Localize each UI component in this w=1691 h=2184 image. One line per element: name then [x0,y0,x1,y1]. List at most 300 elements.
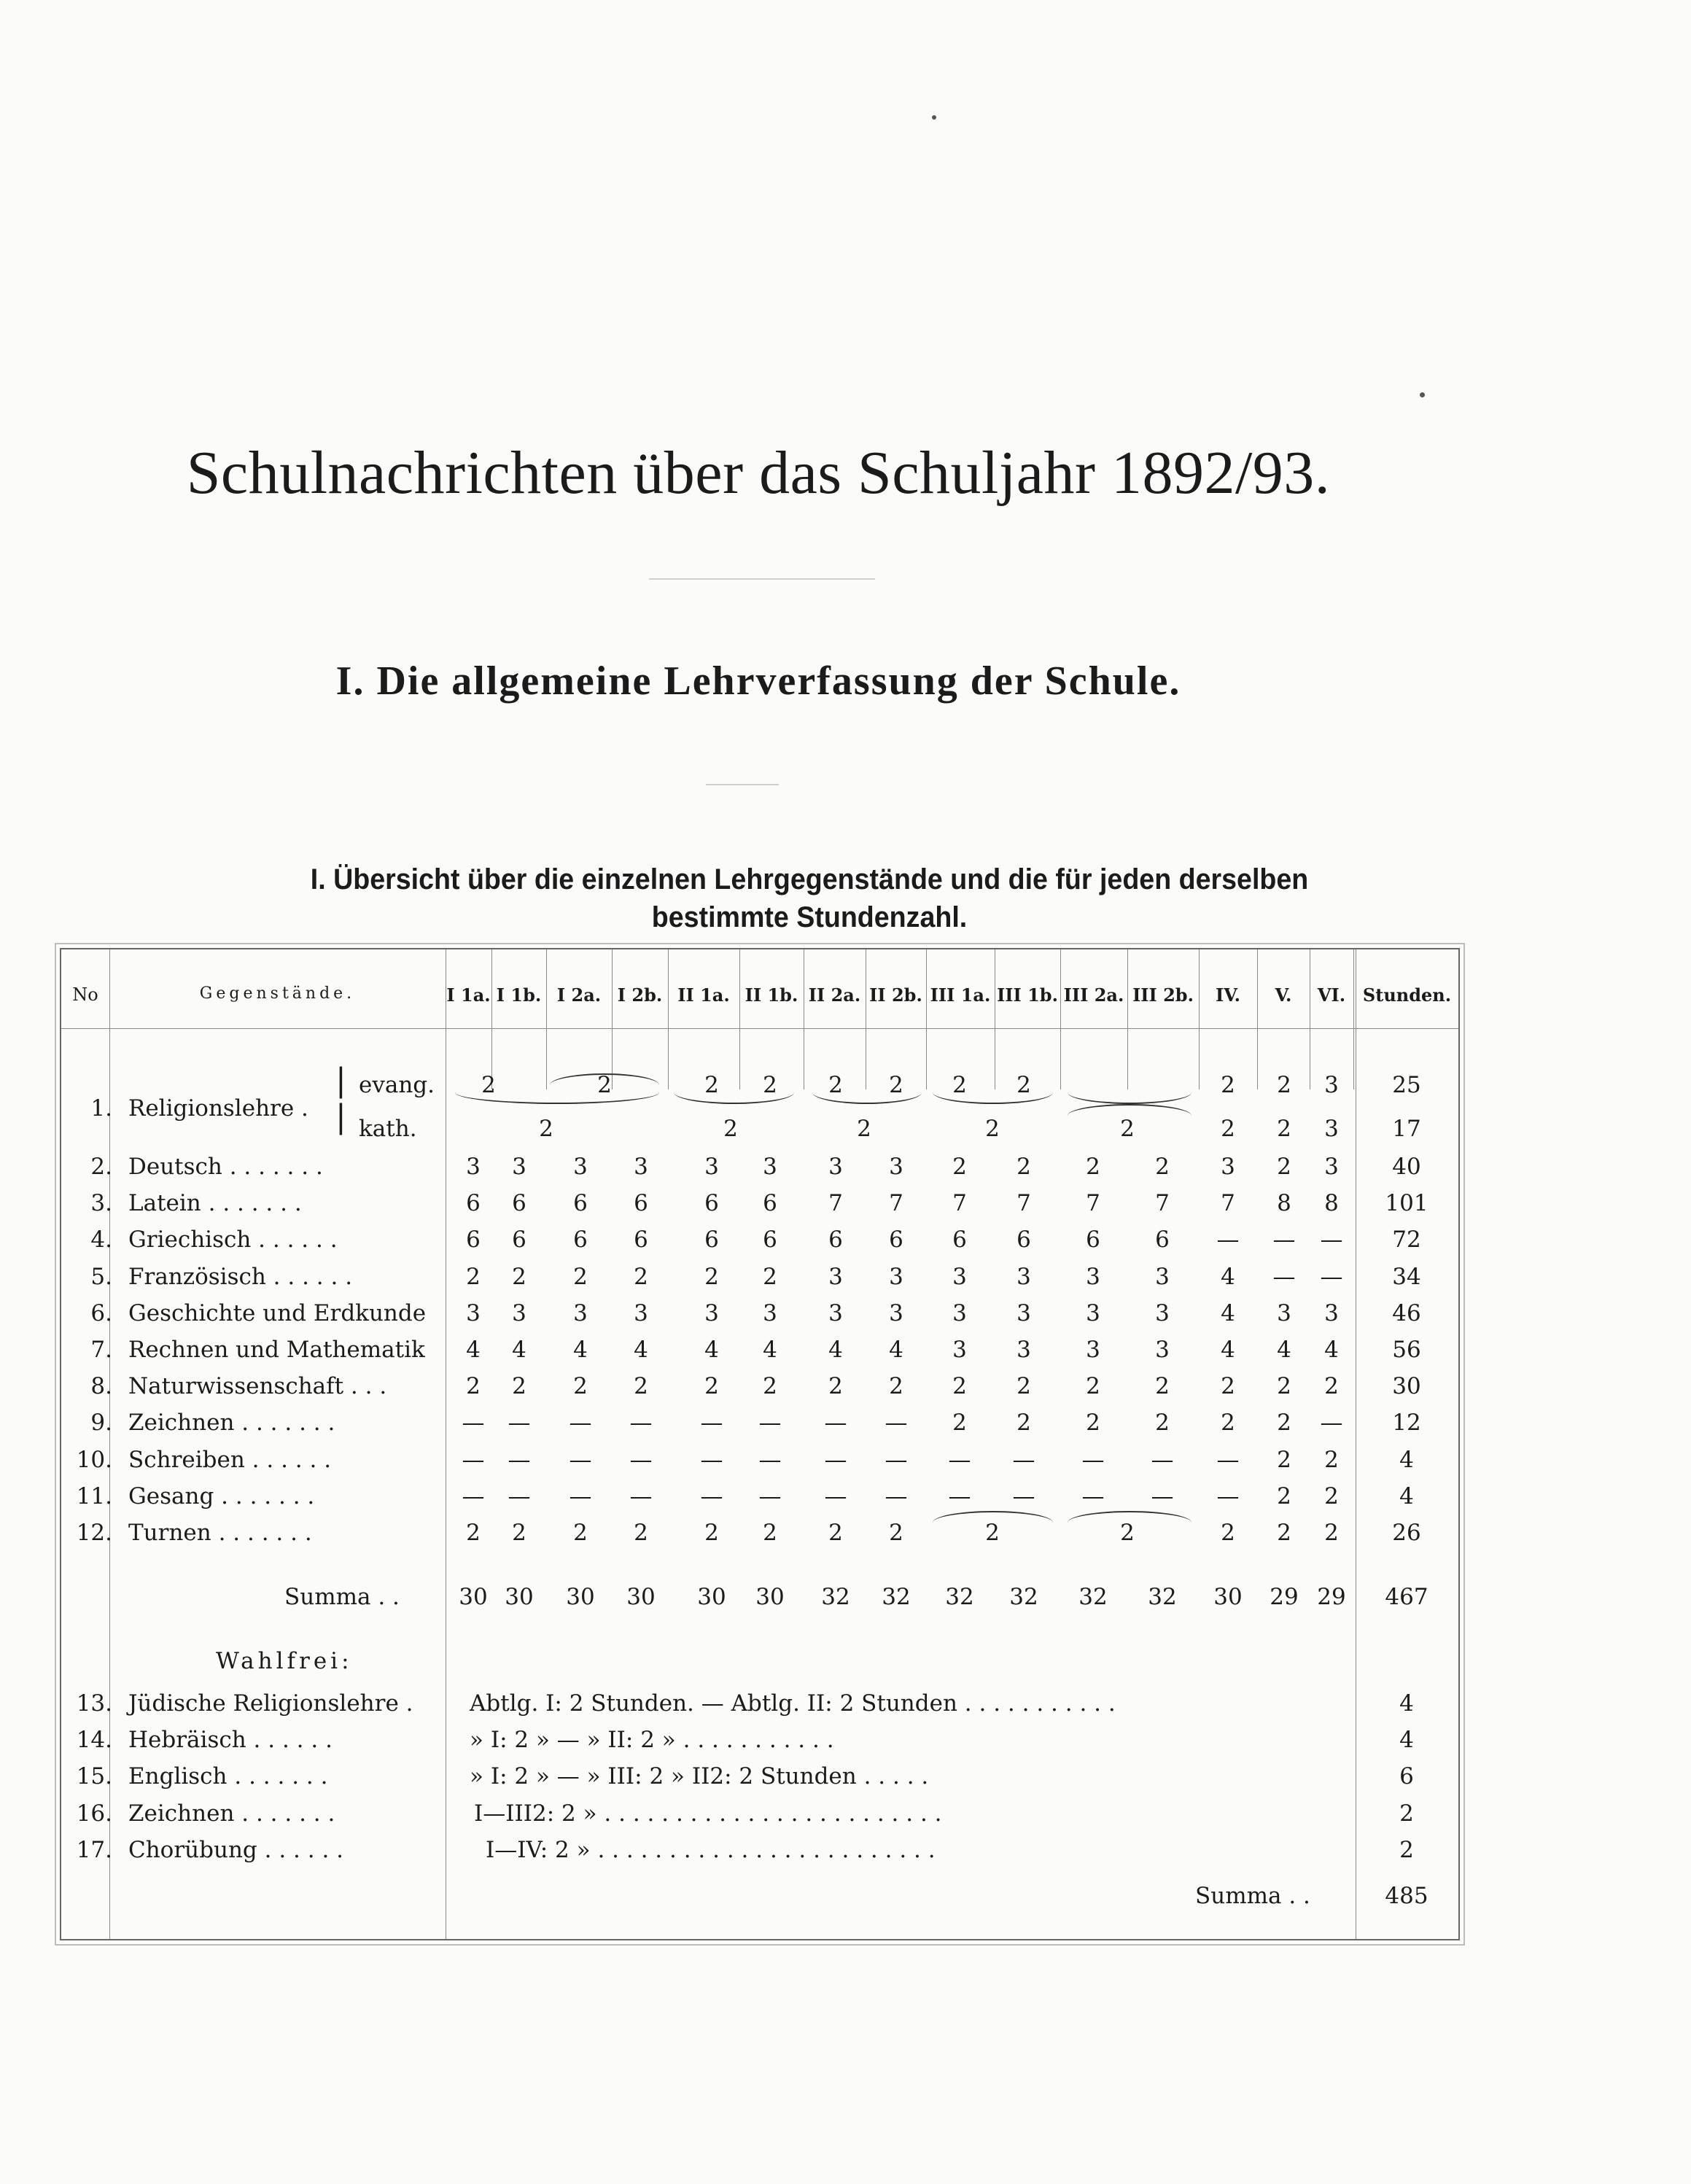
cell-value: — [885,1446,908,1473]
cell-value: 2 [1221,1410,1235,1437]
cell-value: 3 [1016,1299,1031,1326]
evang-value: 2 [763,1072,777,1098]
row-total: 2 [1399,1800,1414,1827]
evang-value: 2 [481,1072,496,1098]
cell-value: 4 [634,1337,648,1363]
kath-value: 2 [1221,1116,1235,1142]
cell-value: 6 [763,1190,777,1217]
cell-value: 2 [889,1373,903,1400]
wahlfrei-text: » I: 2 » — » III: 2 » II2: 2 Stunden . . . . . [470,1763,929,1790]
turnen-value: 2 [634,1520,648,1546]
header-class: III 1a. [930,984,991,1006]
summa-value: 32 [1078,1584,1108,1610]
evang-value: 2 [704,1072,719,1098]
cell-value: 3 [1016,1263,1031,1290]
wahlfrei-text: I—IV: 2 » . . . . . . . . . . . . . . . . . . . . . . . . [486,1836,936,1863]
cell-value: 2 [634,1263,648,1290]
cell-value: — [885,1410,908,1437]
row-total: 72 [1392,1227,1421,1254]
cell-value: 4 [1324,1337,1339,1363]
column-rule [612,949,613,1089]
cell-value: — [1216,1482,1240,1509]
cell-value: 2 [512,1263,526,1290]
combine-brace [674,1092,794,1104]
cell-value: — [1151,1446,1174,1473]
cell-value: 3 [634,1154,648,1180]
column-rule [1127,949,1128,1089]
wahlfrei-text: I—III2: 2 » . . . . . . . . . . . . . . . . . . . . . . . . [474,1800,942,1827]
cell-value: — [1151,1482,1174,1509]
row-label: Hebräisch . . . . . . [128,1727,333,1754]
cell-value: — [948,1482,971,1509]
turnen-group-value: 2 [985,1520,1000,1546]
cell-value: — [824,1410,847,1437]
summa-value: 30 [505,1584,534,1610]
cell-value: 6 [1086,1227,1100,1254]
cell-value: 6 [889,1227,903,1254]
cell-value: 6 [1155,1227,1170,1254]
cell-value: 2 [1324,1373,1339,1400]
cell-value: 4 [1221,1263,1235,1290]
cell-value: 3 [512,1154,526,1180]
cell-value: 4 [704,1337,719,1363]
row-total: 6 [1399,1763,1414,1790]
turnen-value: 2 [1324,1520,1339,1546]
row-number: 2. [90,1154,112,1180]
cell-value: 2 [952,1154,967,1180]
row-label-turnen: Turnen . . . . . . . [128,1520,312,1546]
row-total: 4 [1399,1727,1414,1754]
turnen-value: 2 [1221,1520,1235,1546]
evang-total: 25 [1392,1072,1421,1098]
cell-value: 3 [1324,1299,1339,1326]
cell-value: 2 [1324,1446,1339,1473]
row-total: 12 [1392,1410,1421,1437]
cell-value: — [1320,1410,1343,1437]
cell-value: 6 [512,1227,526,1254]
cell-value: 2 [1155,1154,1170,1180]
row-number: 6. [90,1299,112,1326]
column-rule [1199,949,1200,1089]
evang-value: 2 [828,1072,843,1098]
cell-value: 2 [1016,1373,1031,1400]
kath-value: 2 [1277,1116,1291,1142]
cell-value: — [1272,1263,1296,1290]
cell-value: 4 [466,1337,481,1363]
summa-total: 467 [1385,1584,1428,1610]
cell-value: 3 [512,1299,526,1326]
page-title: Schulnachrichten über das Schuljahr 1892/93. [186,439,1331,507]
column-rule [739,949,740,1089]
cell-value: — [462,1446,485,1473]
kath-label: kath. [359,1116,417,1142]
row-label: Zeichnen . . . . . . . [128,1410,335,1437]
cell-value: — [1081,1482,1105,1509]
summa-value: 30 [1213,1584,1243,1610]
evang-value: 2 [1016,1072,1031,1098]
cell-value: — [569,1482,592,1509]
cell-value: — [1012,1482,1035,1509]
cell-value: — [508,1410,531,1437]
row-label: Deutsch . . . . . . . [128,1154,323,1180]
cell-value: 2 [828,1373,843,1400]
row-total: 30 [1392,1373,1421,1400]
row-label: Zeichnen . . . . . . . [128,1800,335,1827]
evang-value: 2 [1277,1072,1291,1098]
row-number: 15. [76,1763,112,1790]
evang-value: 2 [952,1072,967,1098]
kath-value: 2 [539,1116,553,1142]
table-caption [206,860,1412,936]
cell-value: 6 [466,1190,481,1217]
row-number: 16. [76,1800,112,1827]
cell-value: 8 [1277,1190,1291,1217]
kath-value: 2 [1120,1116,1135,1142]
cell-value: 6 [763,1227,777,1254]
caption-line-2: bestimmte Stundenzahl. [651,901,968,933]
cell-value: 3 [828,1263,843,1290]
cell-value: 2 [1277,1410,1291,1437]
cell-value: 6 [466,1227,481,1254]
cell-value: 3 [952,1299,967,1326]
header-class: VI. [1317,984,1346,1006]
header-class: V. [1275,984,1292,1006]
cell-value: 4 [1277,1337,1291,1363]
caption-line-1: I. Übersicht über die einzelnen Lehrgegenstände und die für jeden derselben [310,863,1309,895]
summa-value: 30 [697,1584,726,1610]
summa-value: 29 [1317,1584,1346,1610]
row-label: Geschichte und Erdkunde [128,1299,427,1326]
cell-value: 4 [1221,1299,1235,1326]
turnen-value: 2 [512,1520,526,1546]
row-number: 9. [90,1410,112,1437]
cell-value: 3 [952,1263,967,1290]
cell-value: 3 [1155,1337,1170,1363]
turnen-group-value: 2 [1120,1520,1135,1546]
cell-value: 2 [573,1263,588,1290]
print-speck [932,115,936,120]
cell-value: — [569,1446,592,1473]
cell-value: 2 [1324,1482,1339,1509]
row-label: Gesang . . . . . . . [128,1482,315,1509]
cell-value: 3 [1086,1337,1100,1363]
cell-value: 6 [573,1227,588,1254]
summa-value: 32 [945,1584,974,1610]
turnen-value: 2 [1277,1520,1291,1546]
header-rule [61,1028,1458,1029]
row-total: 34 [1392,1263,1421,1290]
cell-value: — [1216,1227,1240,1254]
cell-value: 2 [1086,1154,1100,1180]
cell-value: — [462,1482,485,1509]
header-total: Stunden. [1362,984,1452,1006]
wahlfrei-text: Abtlg. I: 2 Stunden. — Abtlg. II: 2 Stunden . . . . . . . . . . . [470,1690,1116,1717]
cell-value: 3 [828,1299,843,1326]
row-number: 3. [90,1190,112,1217]
combine-brace [812,1092,922,1104]
turnen-value: 2 [889,1520,903,1546]
summa-value: 32 [1009,1584,1038,1610]
column-rule [668,949,669,1089]
row-total: 4 [1399,1482,1414,1509]
cell-value: 3 [1324,1154,1339,1180]
cell-value: 4 [512,1337,526,1363]
cell-value: 2 [466,1263,481,1290]
cell-value: — [758,1482,782,1509]
section-heading: I. Die allgemeine Lehrverfassung der Schule. [335,658,1181,704]
cell-value: 3 [466,1299,481,1326]
turnen-total: 26 [1392,1520,1421,1546]
cell-value: — [758,1410,782,1437]
header-class: I 2b. [617,984,663,1006]
row-total: 40 [1392,1154,1421,1180]
cell-value: — [569,1410,592,1437]
cell-value: 2 [952,1373,967,1400]
header-no: No [72,984,98,1005]
row-label-religion: Religionslehre . [128,1095,308,1122]
row-total: 56 [1392,1337,1421,1363]
summa-value: 29 [1270,1584,1299,1610]
cell-value: 3 [1086,1263,1100,1290]
evang-label: evang. [359,1072,435,1098]
cell-value: 7 [828,1190,843,1217]
cell-value: 2 [1016,1154,1031,1180]
kath-value: 2 [985,1116,1000,1142]
row-label: Latein . . . . . . . [128,1190,302,1217]
cell-value: 2 [1086,1410,1100,1437]
row-total: 4 [1399,1690,1414,1717]
cell-value: 2 [1277,1154,1291,1180]
column-rule [1353,949,1354,1089]
summa-label: Summa . . [284,1584,400,1610]
cell-value: 2 [704,1373,719,1400]
cell-value: 3 [763,1299,777,1326]
lesson-hours-table [60,948,1460,1940]
cell-value: — [948,1446,971,1473]
column-rule [491,949,492,1089]
cell-value: 2 [1016,1410,1031,1437]
cell-value: 4 [763,1337,777,1363]
column-rule [926,949,927,1089]
header-class: II 2a. [808,984,861,1006]
cell-value: 6 [634,1227,648,1254]
cell-value: 3 [1086,1299,1100,1326]
title-divider [649,578,875,580]
cell-value: 3 [704,1154,719,1180]
row-label: Schreiben . . . . . . [128,1446,332,1473]
cell-value: 6 [573,1190,588,1217]
wahlfrei-text: » I: 2 » — » II: 2 » . . . . . . . . . . . [470,1727,834,1754]
header-subject: Gegenstände. [199,984,356,1003]
cell-value: — [824,1446,847,1473]
cell-value: 4 [828,1337,843,1363]
cell-value: — [1320,1263,1343,1290]
row-number: 4. [90,1227,112,1254]
wahlfrei-heading: Wahlfrei: [216,1648,353,1674]
cell-value: — [824,1482,847,1509]
evang-value: 2 [1221,1072,1235,1098]
bracket-glyph: | [335,1098,346,1135]
cell-value: — [885,1482,908,1509]
cell-value: — [1081,1446,1105,1473]
combine-brace [455,1092,659,1104]
row-label: Rechnen und Mathematik [128,1337,425,1363]
cell-value: 6 [952,1227,967,1254]
turnen-value: 2 [573,1520,588,1546]
header-class: I 1a. [446,984,491,1006]
row-number: 5. [90,1263,112,1290]
row-total: 46 [1392,1299,1421,1326]
cell-value: — [700,1482,723,1509]
row-label: Griechisch . . . . . . [128,1227,338,1254]
combine-brace [933,1092,1053,1104]
row-total: 4 [1399,1446,1414,1473]
cell-value: — [508,1446,531,1473]
cell-value: 7 [889,1190,903,1217]
header-class: I 2a. [556,984,602,1006]
cell-value: 2 [1277,1373,1291,1400]
cell-value: 3 [1221,1154,1235,1180]
turnen-value: 2 [763,1520,777,1546]
cell-value: 7 [952,1190,967,1217]
header-class: IV. [1215,984,1240,1006]
cell-value: 3 [634,1299,648,1326]
cell-value: 7 [1221,1190,1235,1217]
cell-value: — [1012,1446,1035,1473]
cell-value: 3 [573,1299,588,1326]
cell-value: 3 [1277,1299,1291,1326]
section-divider [706,784,779,785]
evang-value: 2 [889,1072,903,1098]
cell-value: 2 [1221,1373,1235,1400]
header-class: III 2b. [1132,984,1194,1006]
column-rule [1060,949,1061,1089]
cell-value: 4 [573,1337,588,1363]
cell-value: 2 [763,1373,777,1400]
cell-value: — [462,1410,485,1437]
summa-value: 30 [755,1584,785,1610]
cell-value: 2 [1277,1446,1291,1473]
cell-value: 6 [512,1190,526,1217]
header-class: II 2b. [869,984,922,1006]
row-total: 2 [1399,1836,1414,1863]
row-number: 11. [76,1482,112,1509]
column-rule [546,949,547,1089]
cell-value: — [1216,1446,1240,1473]
cell-value: 6 [828,1227,843,1254]
summa-value: 32 [882,1584,911,1610]
header-class: III 2a. [1063,984,1124,1006]
cell-value: 2 [952,1410,967,1437]
row-number: 17. [76,1836,112,1863]
cell-value: — [629,1446,653,1473]
combine-brace [1068,1092,1192,1104]
row-number: 7. [90,1337,112,1363]
cell-value: 2 [763,1263,777,1290]
cell-value: 4 [1221,1337,1235,1363]
cell-value: 3 [889,1299,903,1326]
bracket-glyph: | [335,1062,346,1099]
cell-value: — [1272,1227,1296,1254]
cell-value: — [508,1482,531,1509]
row-label: Französisch . . . . . . [128,1263,353,1290]
cell-value: 3 [1016,1337,1031,1363]
row-total: 101 [1385,1190,1428,1217]
header-class: III 1b. [997,984,1058,1006]
row-number: 8. [90,1373,112,1400]
cell-value: 6 [704,1227,719,1254]
header-class: II 1a. [677,984,730,1006]
row-label: Jüdische Religionslehre . [128,1690,413,1717]
cell-value: 3 [1155,1263,1170,1290]
cell-value: 3 [889,1154,903,1180]
kath-value: 2 [857,1116,871,1142]
summa-value: 30 [459,1584,488,1610]
wahlfrei-summa-label: Summa . . [1195,1883,1310,1909]
evang-value: 3 [1324,1072,1339,1098]
cell-value: 2 [704,1263,719,1290]
cell-value: 3 [1155,1299,1170,1326]
summa-value: 30 [626,1584,656,1610]
cell-value: 7 [1155,1190,1170,1217]
cell-value: — [629,1482,653,1509]
column-rule [1257,949,1258,1089]
kath-value: 2 [723,1116,738,1142]
cell-value: 7 [1086,1190,1100,1217]
cell-value: 6 [1016,1227,1031,1254]
print-speck [1420,392,1425,397]
header-class: II 1b. [745,984,798,1006]
row-number: 10. [76,1446,112,1473]
evang-value: 2 [597,1072,612,1098]
turnen-value: 2 [466,1520,481,1546]
cell-value: 4 [889,1337,903,1363]
cell-value: 8 [1324,1190,1339,1217]
cell-value: 7 [1016,1190,1031,1217]
summa-value: 30 [566,1584,595,1610]
cell-value: 2 [1277,1482,1291,1509]
row-number: 14. [76,1727,112,1754]
cell-value: 2 [466,1373,481,1400]
summa-value: 32 [1148,1584,1177,1610]
cell-value: 6 [634,1190,648,1217]
summa-value: 32 [821,1584,850,1610]
cell-value: 2 [1086,1373,1100,1400]
row-label: Chorübung . . . . . . [128,1836,343,1863]
cell-value: 6 [704,1190,719,1217]
cell-value: — [1320,1227,1343,1254]
row-label: Englisch . . . . . . . [128,1763,328,1790]
cell-value: 3 [763,1154,777,1180]
cell-value: 3 [466,1154,481,1180]
cell-value: — [700,1410,723,1437]
row-number: 13. [76,1690,112,1717]
row-number: 1. [90,1095,112,1122]
cell-value: 3 [573,1154,588,1180]
cell-value: 3 [828,1154,843,1180]
combine-brace [1068,1104,1192,1116]
turnen-value: 2 [828,1520,843,1546]
cell-value: — [629,1410,653,1437]
cell-value: — [700,1446,723,1473]
cell-value: 2 [1155,1410,1170,1437]
row-label: Naturwissenschaft . . . [128,1373,387,1400]
turnen-value: 2 [704,1520,719,1546]
cell-value: 2 [634,1373,648,1400]
cell-value: 2 [573,1373,588,1400]
kath-total: 17 [1392,1116,1421,1142]
cell-value: 3 [952,1337,967,1363]
